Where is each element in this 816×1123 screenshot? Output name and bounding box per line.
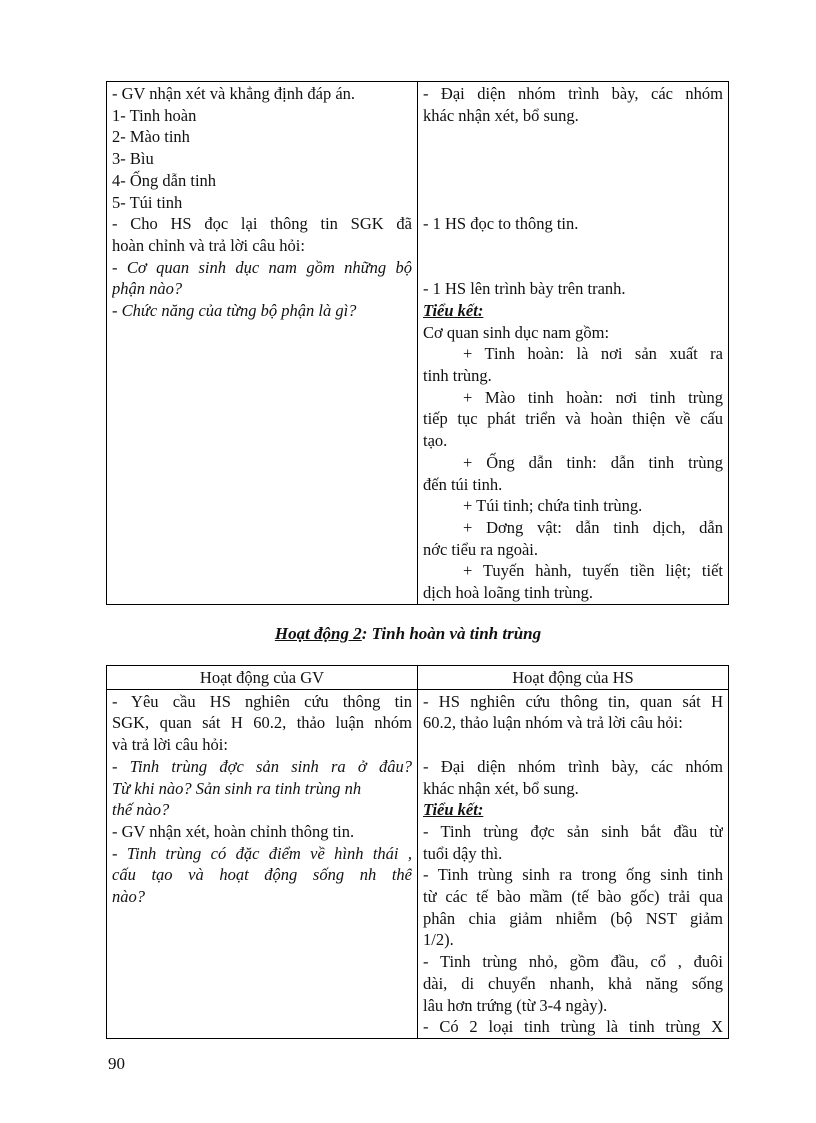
text-line: - 1 HS lên trình bày trên tranh. <box>423 279 626 299</box>
text-line: - Tinh trùng đợc sản sinh bắt đầu từ <box>423 821 723 841</box>
text-line: SGK, quan sát H 60.2, thảo luận nhóm <box>112 713 412 733</box>
activity-table-1 <box>106 81 729 605</box>
text-line: dịch hoà loãng tinh trùng. <box>423 583 594 603</box>
teacher-activity-cell <box>107 689 418 1038</box>
teacher-activity-cell <box>107 82 418 605</box>
text-line: - GV nhận xét, hoàn chỉnh thông tin. <box>112 821 355 841</box>
text-line: tạo. <box>423 431 448 451</box>
text-line: - 1 HS đọc to thông tin. <box>423 214 579 234</box>
page-number: 90 <box>108 1054 125 1073</box>
text-line: 5- Túi tinh <box>112 192 183 212</box>
text-line: đến túi tinh. <box>423 474 503 494</box>
text-line: 1/2). <box>423 930 454 950</box>
heading-text: : Tinh hoàn và tinh trùng <box>361 624 542 643</box>
question-line: - Tinh trùng có đặc điểm về hình thái , <box>112 843 412 863</box>
question-line: - Chức năng của từng bộ phận là gì? <box>112 301 357 321</box>
text-line: - GV nhận xét và khẳng định đáp án. <box>112 84 356 103</box>
text-line: 1- Tinh hoàn <box>112 105 197 125</box>
student-activity-cell <box>418 82 729 605</box>
text-line: + Tuyến hành, tuyến tiền liệt; tiết <box>463 561 723 581</box>
question-line: thế nào? <box>112 800 170 820</box>
question-line: cấu tạo và hoạt động sống nh thế <box>112 865 412 885</box>
text-line: dài, di chuyển nhanh, khả năng sống <box>423 973 723 993</box>
text-line: - Yêu cầu HS nghiên cứu thông tin <box>112 691 412 711</box>
text-line: - Đại diện nhóm trình bày, các nhóm <box>423 84 723 103</box>
text-line: khác nhận xét, bổ sung. <box>423 778 579 798</box>
text-line: - HS nghiên cứu thông tin, quan sát H <box>423 691 723 711</box>
text-line: + Tinh hoàn: là nơi sản xuất ra <box>463 344 723 364</box>
text-line: tinh trùng. <box>423 366 492 386</box>
text-line: lâu hơn trứng (từ 3-4 ngày). <box>423 995 608 1015</box>
text-line: hoàn chỉnh và trả lời câu hỏi: <box>112 235 305 255</box>
text-line: + Túi tinh; chứa tinh trùng. <box>463 496 643 516</box>
text-line: 4- Ống dẫn tinh <box>112 170 217 190</box>
heading-label: Hoạt động 2 <box>274 624 362 643</box>
question-line: - Tinh trùng đợc sản sinh ra ở đâu? <box>112 756 412 776</box>
activity-table-2 <box>106 665 729 1039</box>
question-line: Từ khi nào? Sản sinh ra tinh trùng nh <box>112 778 362 798</box>
table-row <box>107 689 729 1038</box>
text-line: 3- Bìu <box>112 149 154 169</box>
table-row <box>107 82 729 605</box>
text-line: tiếp tục phát triển và hoàn thiện về cấu <box>423 409 723 429</box>
summary-title: Tiểu kết: <box>423 800 484 820</box>
text-line: khác nhận xét, bổ sung. <box>423 105 579 125</box>
question-line: phận nào? <box>112 279 183 299</box>
column-header-teacher: Hoạt động của GV <box>107 666 418 690</box>
section-heading <box>0 624 816 644</box>
student-activity-cell <box>418 689 729 1038</box>
text-line: + Dơng vật: dẫn tinh dịch, dẫn <box>463 517 723 537</box>
text-line: + Ống dẫn tinh: dẫn tinh trùng <box>463 452 723 472</box>
text-line: - Có 2 loại tinh trùng là tinh trùng X <box>423 1017 723 1037</box>
text-line: và trả lời câu hỏi: <box>112 735 228 755</box>
text-line: + Mào tinh hoàn: nơi tinh trùng <box>463 387 723 407</box>
text-line: phân chia giảm nhiễm (bộ NST giảm <box>423 908 723 928</box>
text-line: Cơ quan sinh dục nam gồm: <box>423 322 610 342</box>
table-header-row <box>107 666 729 690</box>
text-line: nớc tiểu ra ngoài. <box>423 539 539 559</box>
text-line: - Tinh trùng sinh ra trong ống sinh tinh <box>423 865 723 885</box>
question-line: - Cơ quan sinh dục nam gồm những bộ <box>112 257 412 277</box>
text-line: từ các tế bào mầm (tế bào gốc) trải qua <box>423 887 723 907</box>
text-line: - Đại diện nhóm trình bày, các nhóm <box>423 756 723 776</box>
summary-title: Tiểu kết: <box>423 300 484 320</box>
text-line: 60.2, thảo luận nhóm và trả lời câu hỏi: <box>423 713 683 733</box>
text-line: - Cho HS đọc lại thông tin SGK đã <box>112 214 412 234</box>
text-line: tuổi dậy thì. <box>423 843 503 863</box>
text-line: - Tinh trùng nhỏ, gồm đầu, cổ , đuôi <box>423 952 723 972</box>
column-header-student: Hoạt động của HS <box>418 666 729 690</box>
question-line: nào? <box>112 887 145 907</box>
text-line: 2- Mào tinh <box>112 127 190 147</box>
